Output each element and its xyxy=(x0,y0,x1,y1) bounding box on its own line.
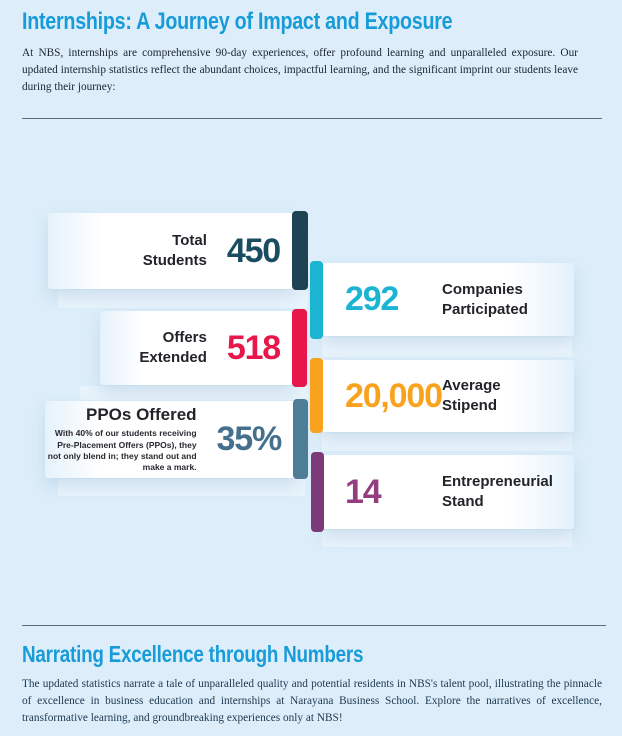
card-echo-band xyxy=(322,530,572,547)
stat-label: Companies Participated xyxy=(442,280,528,318)
stat-value: 14 xyxy=(345,472,381,511)
stat-bar-offers-extended xyxy=(292,309,307,387)
card-echo-band xyxy=(58,290,308,308)
stat-value: 450 xyxy=(226,231,280,270)
outro-paragraph: The updated statistics narrate a tale of unparalleled quality and potential residents in NBS's talent pool, illustrating the pinnacle of excellence in business education and internships at Narayana Business School. Explore the narratives of excellence, transformative learning, and groundbreaking experiences only at NBS! xyxy=(22,678,602,725)
stat-card-ppos-offered xyxy=(45,401,297,478)
stat-bar-average-stipend xyxy=(310,358,323,433)
stat-card-average-stipend xyxy=(322,360,574,432)
stat-bar-total-students xyxy=(292,211,308,290)
stat-description: With 40% of our students receiving Pre-Placement Offers (PPOs), they not only blend in; they stand out and make a mark. xyxy=(47,428,197,473)
stat-label: Offers Extended xyxy=(139,329,207,366)
card-echo-band xyxy=(80,386,308,400)
stat-label: Total Students xyxy=(142,232,207,269)
card-echo-band xyxy=(322,337,572,357)
stat-card-total-students xyxy=(48,213,296,289)
ppo-text-block xyxy=(45,405,197,474)
stat-value: 35% xyxy=(216,420,281,458)
intro-paragraph: At NBS, internships are comprehensive 90-day experiences, offer profound learning and unparalleled exposure. Our updated internship statistics reflect the abundant choices, impactful learning, and the significant imprint our students leave during their journey: xyxy=(22,47,578,94)
stat-bar-entrepreneurial-stand xyxy=(311,452,324,532)
stat-value: 292 xyxy=(345,280,399,318)
section-title: Narrating Excellence through Numbers xyxy=(22,641,364,667)
stat-card-companies-participated xyxy=(322,263,574,336)
card-echo-band xyxy=(58,479,305,496)
page-title: Internships: A Journey of Impact and Exposure xyxy=(22,8,453,35)
bottom-divider xyxy=(22,625,606,626)
stat-bar-companies-participated xyxy=(310,261,323,339)
stat-label: Entrepreneurial Stand xyxy=(442,473,553,510)
stat-value: 518 xyxy=(226,328,280,367)
stat-bar-ppos-offered xyxy=(293,399,308,479)
stat-card-offers-extended xyxy=(100,311,296,385)
stat-value: 20,000 xyxy=(345,376,442,415)
card-echo-band xyxy=(322,433,572,451)
stat-label: PPOs Offered xyxy=(86,405,197,425)
stat-label: Average Stipend xyxy=(442,377,501,414)
stat-card-entrepreneurial-stand xyxy=(322,455,574,529)
